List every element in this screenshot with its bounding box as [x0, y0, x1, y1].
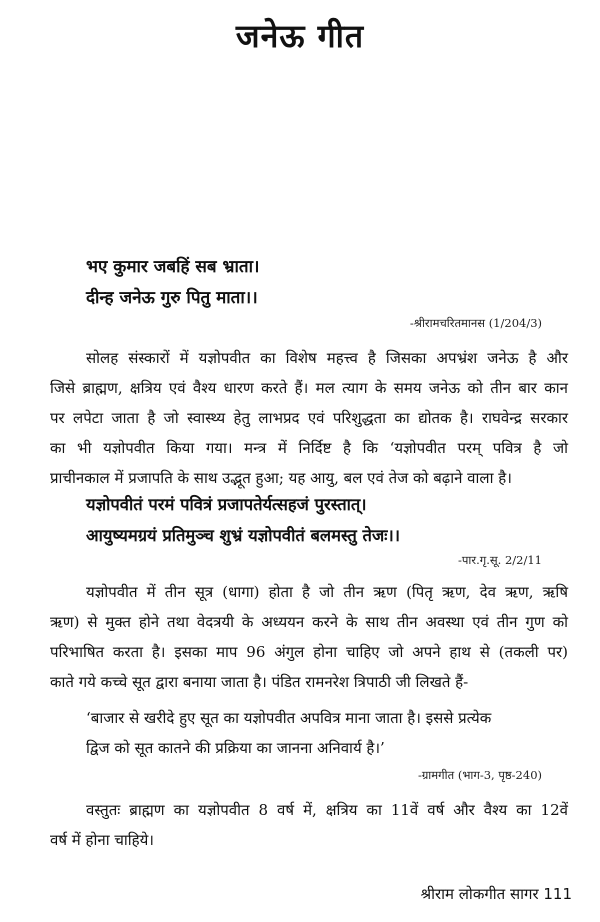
paragraph-line: जिसे ब्राह्मण, क्षत्रिय एवं वैश्य धारण करते हैं। मल त्याग के समय जनेऊ को तीन बार कान — [50, 379, 568, 397]
paragraph-line: प्राचीनकाल में प्रजापति के साथ उद्भूत हुआ; यह आयु, बल एवं तेज को बढ़ाने वाला है। — [50, 469, 512, 487]
verse-line: दीन्ह जनेऊ गुरु पितु माता।। — [86, 288, 258, 308]
verse-sanskrit-mantra — [86, 489, 566, 551]
paragraph-line: यज्ञोपवीत में तीन सूत्र (धागा) होता है जो तीन ऋण (पितृ ऋण, देव ऋण, ऋषि — [86, 583, 568, 601]
page-footer: श्रीराम लोकगीत सागर 111 — [420, 885, 572, 903]
paragraph-line: वस्तुतः ब्राह्मण का यज्ञोपवीत 8 वर्ष में, क्षत्रिय का 11वें वर्ष और वैश्य का 12वें — [86, 801, 568, 819]
quote-gramgeet — [86, 703, 568, 763]
paragraph-line: पर लपेटा जाता है जो स्वास्थ्य हेतु लाभप्रद एवं परिशुद्धता का द्योतक है। राघवेन्द्र सरकार — [50, 409, 568, 427]
verse-line: आयुष्यमग्रयं प्रतिमुञ्च शुभ्रं यज्ञोपवीतं बलमस्तु तेजः।। — [86, 526, 401, 545]
paragraph-line: वर्ष में होना चाहिये। — [50, 831, 154, 849]
quote-citation: -ग्रामगीत (भाग-3, पृष्ठ-240) — [417, 768, 542, 782]
quote-line: द्विज को सूत कातने की प्रक्रिया का जानना अनिवार्य है।’ — [86, 739, 385, 757]
paragraph-line: का भी यज्ञोपवीत किया गया। मन्त्र में निर्दिष्ट है कि ‘यज्ञोपवीत परम् पवित्र है जो — [50, 439, 568, 457]
page-title: जनेऊ गीत — [235, 17, 365, 55]
quote-line: ‘बाजार से खरीदे हुए सूत का यज्ञोपवीत अपवित्र माना जाता है। इससे प्रत्येक — [86, 709, 492, 727]
paragraph-age-of-ceremony — [50, 795, 568, 855]
verse-citation: -पार.गृ.सू. 2/2/11 — [458, 553, 542, 567]
paragraph-line: ऋण) से मुक्त होने तथा वेदत्रयी के अध्ययन करने के साथ तीन अवस्था एवं तीन गुण को — [50, 613, 568, 631]
verse-line: यज्ञोपवीतं परमं पवित्रं प्रजापतेर्यत्सहजं पुरस्तात्। — [86, 495, 367, 514]
verse-line: भए कुमार जबहिं सब भ्राता। — [86, 257, 260, 277]
paragraph-line: काते गये कच्चे सूत द्वारा बनाया जाता है। पंडित रामनरेश त्रिपाठी जी लिखते हैं- — [50, 673, 469, 691]
verse-citation: -श्रीरामचरितमानस (1/204/3) — [409, 316, 542, 330]
verse-chaupai — [86, 252, 566, 314]
paragraph-yajnopavit-importance — [50, 343, 568, 493]
paragraph-line: परिभाषित करता है। इसका माप 96 अंगुल होना चाहिए जो अपने हाथ से (तकली पर) — [50, 643, 568, 661]
paragraph-three-threads — [50, 577, 568, 697]
paragraph-line: सोलह संस्कारों में यज्ञोपवीत का विशेष महत्त्व है जिसका अपभ्रंश जनेऊ है और — [86, 349, 568, 367]
